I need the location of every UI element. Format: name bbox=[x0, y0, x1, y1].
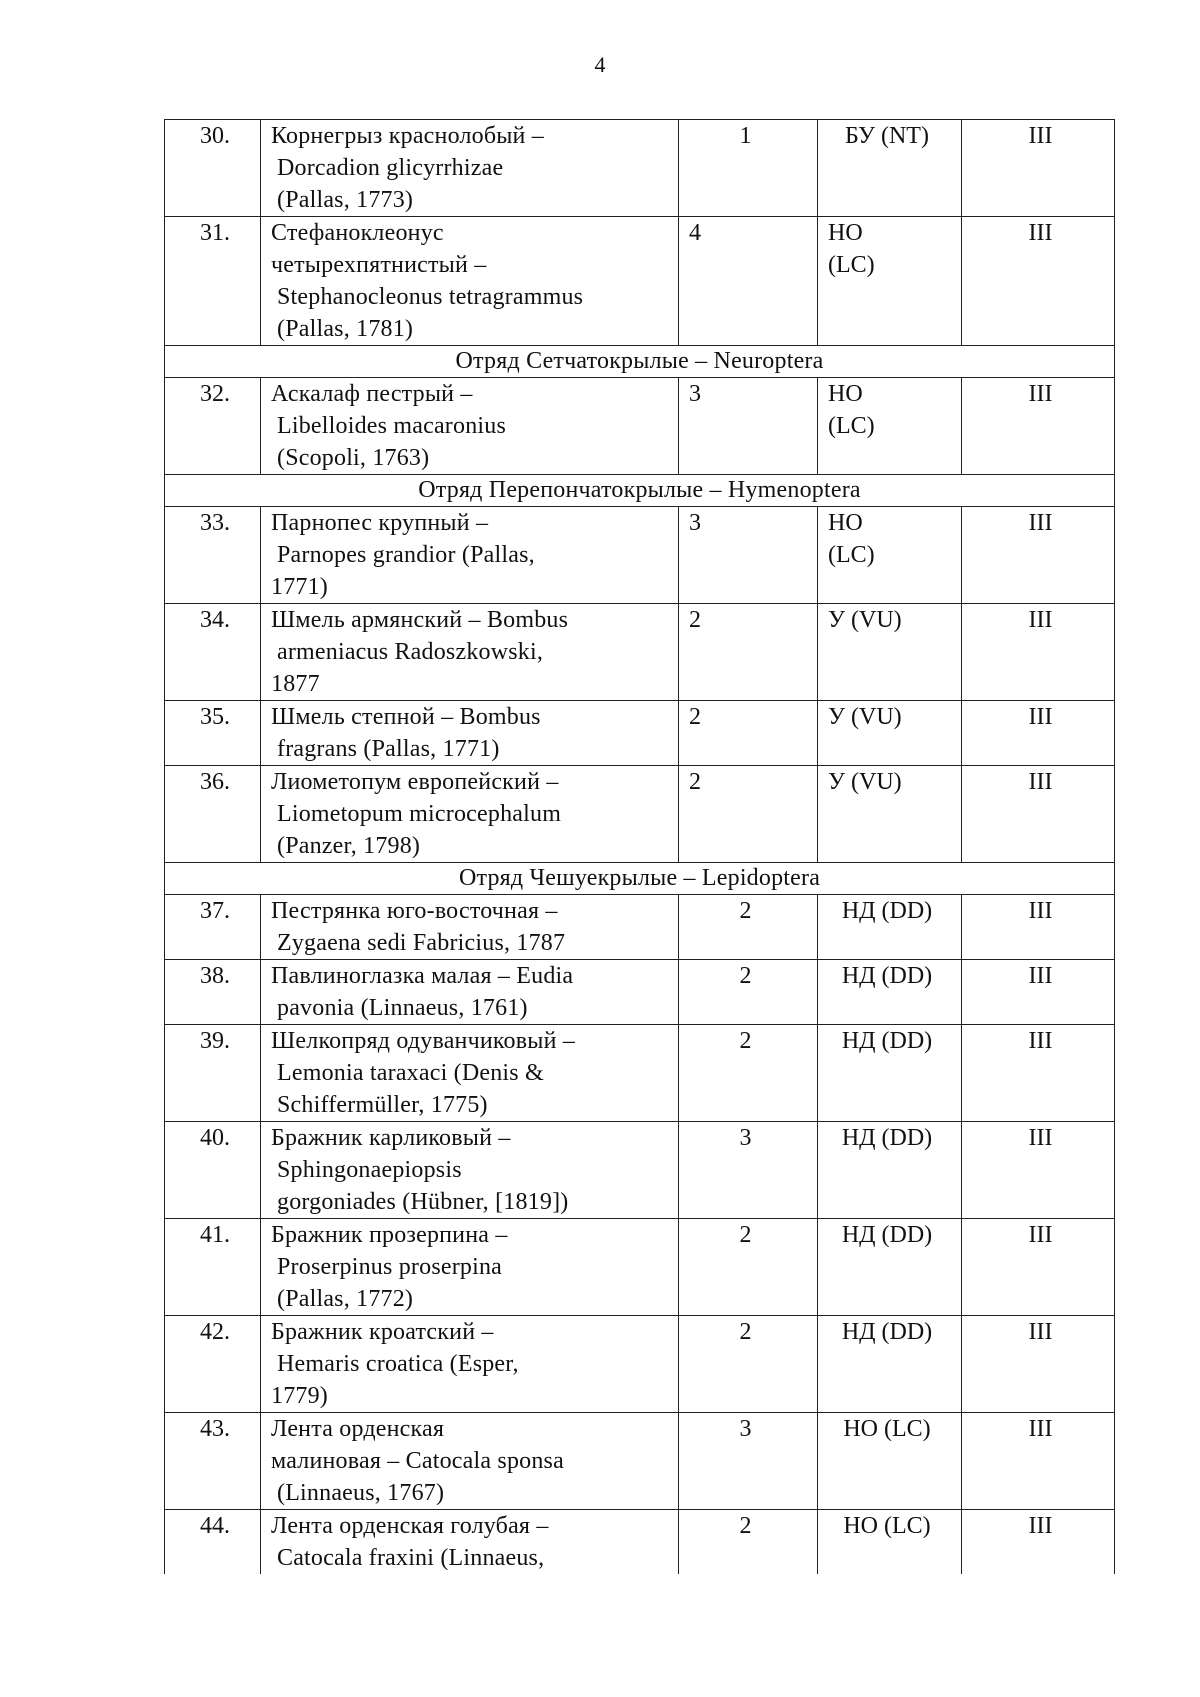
count-cell: 2 bbox=[679, 1510, 818, 1575]
species-name-line: Libelloides macaronius bbox=[277, 413, 507, 439]
category-cell: III bbox=[962, 1413, 1115, 1510]
species-name-line: Шмель степной – Bombus bbox=[271, 704, 541, 730]
species-name-line: Бражник прозерпина – bbox=[271, 1222, 508, 1248]
species-name-cell bbox=[261, 378, 679, 475]
species-name-line: Lemonia taraxaci (Denis & bbox=[277, 1060, 544, 1086]
status-cell: НО (LC) bbox=[818, 1510, 962, 1575]
species-name-cell bbox=[261, 701, 679, 766]
species-name-line: 1877 bbox=[271, 671, 320, 697]
count-cell: 2 bbox=[679, 701, 818, 766]
table-row bbox=[165, 960, 1115, 1025]
species-name-line: Liometopum microcephalum bbox=[277, 801, 562, 827]
species-name-cell bbox=[261, 1316, 679, 1413]
species-name-line: (Scopoli, 1763) bbox=[277, 445, 430, 471]
species-name-line: (Pallas, 1781) bbox=[277, 316, 414, 342]
page-number: 4 bbox=[594, 52, 606, 77]
count-cell: 2 bbox=[679, 895, 818, 960]
status-cell: НД (DD) bbox=[818, 1219, 962, 1316]
category-cell: III bbox=[962, 766, 1115, 863]
species-name-line: Parnopes grandior (Pallas, bbox=[277, 542, 535, 568]
row-number-cell: 43. bbox=[165, 1413, 261, 1510]
species-name-line: Schiffermüller, 1775) bbox=[277, 1092, 488, 1118]
row-number-cell: 38. bbox=[165, 960, 261, 1025]
row-number-cell: 36. bbox=[165, 766, 261, 863]
category-cell: III bbox=[962, 1219, 1115, 1316]
table-row bbox=[165, 1219, 1115, 1316]
order-header: Отряд Сетчатокрылые – Neuroptera bbox=[165, 346, 1115, 378]
order-header: Отряд Перепончатокрылые – Hymenoptera bbox=[165, 475, 1115, 507]
species-name-line: Парнопес крупный – bbox=[271, 510, 489, 536]
order-header-row bbox=[165, 346, 1115, 378]
count-cell: 2 bbox=[679, 960, 818, 1025]
category-cell: III bbox=[962, 1510, 1115, 1575]
table-row bbox=[165, 1510, 1115, 1575]
status-cell: НО (LC) bbox=[818, 378, 962, 475]
species-name-line: fragrans (Pallas, 1771) bbox=[277, 736, 500, 762]
species-name-line: Пестрянка юго-восточная – bbox=[271, 898, 558, 924]
species-name-cell bbox=[261, 507, 679, 604]
species-name-cell bbox=[261, 1122, 679, 1219]
status-cell: НД (DD) bbox=[818, 895, 962, 960]
status-cell: НД (DD) bbox=[818, 960, 962, 1025]
count-cell: 3 bbox=[679, 378, 818, 475]
species-name-cell bbox=[261, 1510, 679, 1575]
row-number-cell: 32. bbox=[165, 378, 261, 475]
status-cell: У (VU) bbox=[818, 604, 962, 701]
status-cell: У (VU) bbox=[818, 766, 962, 863]
category-cell: III bbox=[962, 895, 1115, 960]
status-cell: НО (LC) bbox=[818, 217, 962, 346]
species-name-line: Sphingonaepiopsis bbox=[277, 1157, 462, 1183]
status-cell: БУ (NT) bbox=[818, 120, 962, 217]
category-cell: III bbox=[962, 960, 1115, 1025]
count-cell: 2 bbox=[679, 766, 818, 863]
status-cell: НД (DD) bbox=[818, 1316, 962, 1413]
species-name-line: Stephanocleonus tetragrammus bbox=[277, 284, 584, 310]
row-number-cell: 37. bbox=[165, 895, 261, 960]
row-number-cell: 42. bbox=[165, 1316, 261, 1413]
row-number-cell: 31. bbox=[165, 217, 261, 346]
status-cell: НД (DD) bbox=[818, 1122, 962, 1219]
species-name-line: Шмель армянский – Bombus bbox=[271, 607, 569, 633]
table-row bbox=[165, 604, 1115, 701]
order-header-row bbox=[165, 475, 1115, 507]
species-name-cell bbox=[261, 960, 679, 1025]
status-cell: У (VU) bbox=[818, 701, 962, 766]
category-cell: III bbox=[962, 1025, 1115, 1122]
species-table-body bbox=[165, 120, 1115, 1575]
species-name-line: Лента орденская bbox=[271, 1416, 445, 1442]
count-cell: 3 bbox=[679, 1413, 818, 1510]
table-row bbox=[165, 1316, 1115, 1413]
category-cell: III bbox=[962, 604, 1115, 701]
species-name-line: Шелкопряд одуванчиковый – bbox=[271, 1028, 576, 1054]
count-cell: 2 bbox=[679, 1025, 818, 1122]
count-cell: 3 bbox=[679, 507, 818, 604]
species-name-line: Стефаноклеонус bbox=[271, 220, 444, 246]
table-row bbox=[165, 1413, 1115, 1510]
species-name-cell bbox=[261, 1413, 679, 1510]
species-name-line: Hemaris croatica (Esper, bbox=[277, 1351, 519, 1377]
category-cell: III bbox=[962, 378, 1115, 475]
species-name-line: (Pallas, 1772) bbox=[277, 1286, 414, 1312]
species-name-line: Корнегрыз краснолобый – bbox=[271, 123, 545, 149]
table-row bbox=[165, 701, 1115, 766]
count-cell: 3 bbox=[679, 1122, 818, 1219]
table-row bbox=[165, 895, 1115, 960]
status-cell: НО (LC) bbox=[818, 1413, 962, 1510]
row-number-cell: 41. bbox=[165, 1219, 261, 1316]
row-number-cell: 40. bbox=[165, 1122, 261, 1219]
species-name-line: pavonia (Linnaeus, 1761) bbox=[277, 995, 528, 1021]
table-row bbox=[165, 217, 1115, 346]
species-name-cell bbox=[261, 766, 679, 863]
species-name-line: 1771) bbox=[271, 574, 328, 600]
species-name-line: Аскалаф пестрый – bbox=[271, 381, 473, 407]
count-cell: 2 bbox=[679, 1219, 818, 1316]
row-number-cell: 30. bbox=[165, 120, 261, 217]
species-name-line: Zygaena sedi Fabricius, 1787 bbox=[277, 930, 566, 956]
species-name-line: (Linnaeus, 1767) bbox=[277, 1480, 445, 1506]
species-name-line: Бражник кроатский – bbox=[271, 1319, 494, 1345]
species-name-line: Лиометопум европейский – bbox=[271, 769, 559, 795]
table-row bbox=[165, 766, 1115, 863]
species-name-line: gorgoniades (Hübner, [1819]) bbox=[277, 1189, 569, 1215]
species-name-cell bbox=[261, 895, 679, 960]
species-name-line: Dorcadion glicyrrhizae bbox=[277, 155, 504, 181]
species-table bbox=[164, 119, 1115, 1574]
row-number-cell: 33. bbox=[165, 507, 261, 604]
species-name-cell bbox=[261, 1025, 679, 1122]
category-cell: III bbox=[962, 1316, 1115, 1413]
species-name-line: четырехпятнистый – bbox=[271, 252, 487, 278]
species-name-line: Павлиноглазка малая – Eudia bbox=[271, 963, 574, 989]
table-row bbox=[165, 120, 1115, 217]
species-name-line: 1779) bbox=[271, 1383, 328, 1409]
species-name-line: armeniacus Radoszkowski, bbox=[277, 639, 544, 665]
table-row bbox=[165, 378, 1115, 475]
table-row bbox=[165, 1122, 1115, 1219]
table-row bbox=[165, 1025, 1115, 1122]
species-name-line: (Panzer, 1798) bbox=[277, 833, 421, 859]
count-cell: 1 bbox=[679, 120, 818, 217]
species-name-line: Бражник карликовый – bbox=[271, 1125, 511, 1151]
row-number-cell: 39. bbox=[165, 1025, 261, 1122]
status-cell: НД (DD) bbox=[818, 1025, 962, 1122]
species-name-line: Proserpinus proserpina bbox=[277, 1254, 503, 1280]
species-name-cell bbox=[261, 217, 679, 346]
count-cell: 2 bbox=[679, 604, 818, 701]
table-row bbox=[165, 507, 1115, 604]
count-cell: 4 bbox=[679, 217, 818, 346]
species-name-line: (Pallas, 1773) bbox=[277, 187, 414, 213]
category-cell: III bbox=[962, 217, 1115, 346]
category-cell: III bbox=[962, 701, 1115, 766]
species-name-cell bbox=[261, 120, 679, 217]
status-cell: НО (LC) bbox=[818, 507, 962, 604]
species-name-cell bbox=[261, 604, 679, 701]
count-cell: 2 bbox=[679, 1316, 818, 1413]
order-header: Отряд Чешуекрылые – Lepidoptera bbox=[165, 863, 1115, 895]
category-cell: III bbox=[962, 1122, 1115, 1219]
category-cell: III bbox=[962, 507, 1115, 604]
species-name-line: Catocala fraxini (Linnaeus, bbox=[277, 1545, 545, 1571]
row-number-cell: 34. bbox=[165, 604, 261, 701]
species-name-line: малиновая – Catocala sponsa bbox=[271, 1448, 564, 1474]
row-number-cell: 35. bbox=[165, 701, 261, 766]
row-number-cell: 44. bbox=[165, 1510, 261, 1575]
species-name-cell bbox=[261, 1219, 679, 1316]
category-cell: III bbox=[962, 120, 1115, 217]
species-name-line: Лента орденская голубая – bbox=[271, 1513, 549, 1539]
order-header-row bbox=[165, 863, 1115, 895]
